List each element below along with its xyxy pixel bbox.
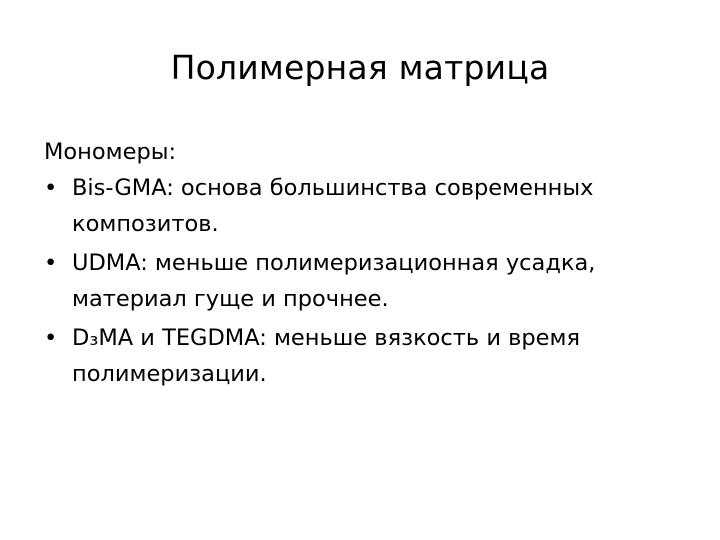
slide-title: Полимерная матрица [170, 48, 550, 87]
intro-line: Мономеры: [44, 139, 177, 165]
slide-body [44, 134, 694, 395]
bullet-text: UDMA: меньше полимеризационная усадка, материал гуще и прочнее. [72, 250, 596, 312]
bullet-list [44, 170, 694, 392]
bullet-item-bis-gma [44, 170, 694, 242]
bullet-icon: • [44, 175, 58, 201]
bullet-item-d3ma-tegdma [44, 320, 694, 392]
bullet-text: D₃MA и TEGDMA: меньше вязкость и время полимеризации. [72, 325, 580, 387]
bullet-icon: • [44, 325, 58, 351]
bullet-text: Bis-GMA: основа большинства современных композитов. [72, 175, 594, 237]
bullet-item-udma [44, 245, 694, 317]
bullet-icon: • [44, 250, 58, 276]
